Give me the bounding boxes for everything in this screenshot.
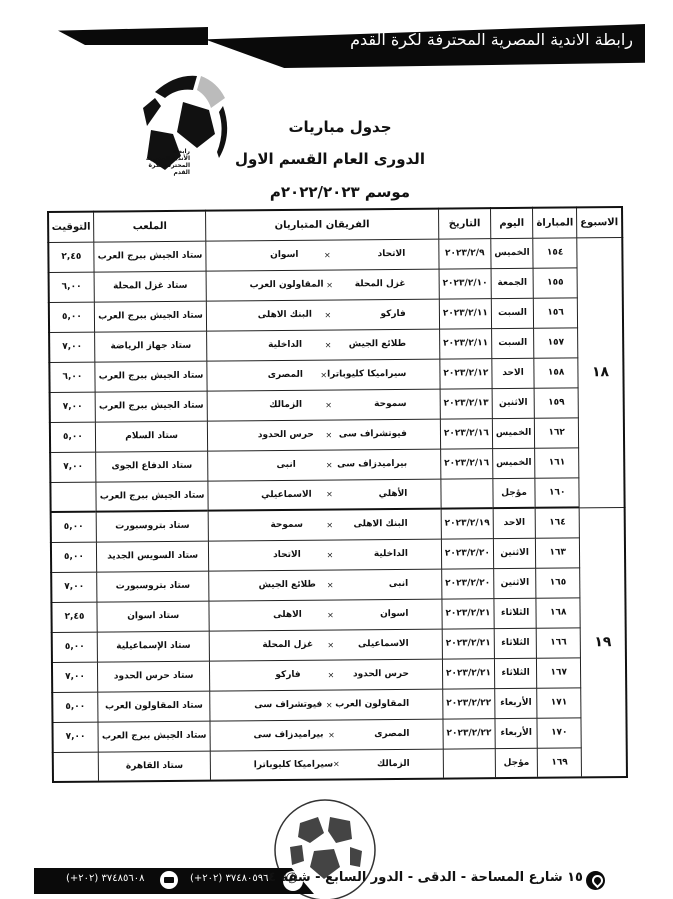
org-name: رابطة الاندية المصرية المحترفة لكرة القدم xyxy=(350,30,633,49)
home-team: بيراميدزاف سى xyxy=(337,458,408,470)
match-date: ٢٠٢٣/٢/٢٢ xyxy=(443,688,495,718)
home-team: الأهلي xyxy=(378,488,408,499)
match-venue: ستاد الجيش ببرج العرب xyxy=(95,301,207,332)
match-time xyxy=(50,482,97,512)
match-date: ٢٠٢٣/٢/٢١ xyxy=(442,628,494,658)
match-venue: ستاد القاهرة xyxy=(99,751,211,782)
match-number: ١٧٠ xyxy=(537,717,581,747)
versus-mark: × xyxy=(325,430,333,440)
schedule-table xyxy=(47,206,628,783)
away-team: انبى xyxy=(276,459,296,471)
match-venue: ستاد الجيش ببرج العرب xyxy=(98,721,210,752)
header-banner-accent xyxy=(58,27,208,45)
home-team: سموحة xyxy=(374,398,407,410)
home-team: سيراميكا كليوباترا xyxy=(327,368,407,380)
home-team: غزل المحلة xyxy=(354,278,406,290)
match-teams xyxy=(206,299,439,331)
match-number: ١٦٤ xyxy=(535,507,579,537)
match-day: الاثنين xyxy=(494,568,537,598)
match-time: ٦,٠٠ xyxy=(49,362,96,392)
match-teams xyxy=(210,749,443,781)
col-header-week: الاسبوع xyxy=(577,207,623,237)
match-time: ٥,٠٠ xyxy=(51,632,98,662)
match-venue: ستاد الدفاع الجوى xyxy=(96,451,208,482)
document-title: جدول مباريات xyxy=(288,118,392,136)
home-team: اسوان xyxy=(380,608,409,620)
match-time: ٧,٠٠ xyxy=(49,392,96,422)
away-team: الداخلية xyxy=(268,339,303,351)
match-time xyxy=(52,752,99,782)
match-venue: ستاد بتروسبورت xyxy=(96,511,208,542)
match-date: ٢٠٢٣/٢/١١ xyxy=(439,298,491,328)
away-team: البنك الاهلى xyxy=(257,309,312,321)
versus-mark: × xyxy=(326,580,334,590)
match-time: ٢,٤٥ xyxy=(51,602,98,632)
home-team: الداخلية xyxy=(373,548,408,560)
match-number: ١٦٣ xyxy=(536,537,580,567)
match-time: ٥,٠٠ xyxy=(48,302,95,332)
competition-title: الدورى العام القسم الاول xyxy=(235,150,425,168)
match-number: ١٦٧ xyxy=(537,657,581,687)
table-row xyxy=(52,747,627,782)
season-title: موسم ٢٠٢٢/٢٠٢٣م xyxy=(269,183,411,201)
versus-mark: × xyxy=(326,489,333,499)
match-number: ١٦٠ xyxy=(535,477,579,507)
col-header-time: التوقيت xyxy=(48,212,95,242)
match-teams xyxy=(207,389,440,421)
match-date xyxy=(441,478,493,508)
col-header-day: اليوم xyxy=(490,208,533,238)
match-venue: ستاد الجيش ببرج العرب xyxy=(94,241,206,272)
versus-mark: × xyxy=(325,700,333,710)
match-teams xyxy=(210,719,443,751)
match-teams xyxy=(206,329,439,361)
col-header-date: التاريخ xyxy=(438,208,490,238)
home-team: انبى xyxy=(388,578,409,590)
match-time: ٧,٠٠ xyxy=(51,572,98,602)
match-day: الاثنين xyxy=(492,388,535,418)
match-venue: ستاد اسوان xyxy=(97,601,209,632)
home-team: الاسماعيلى xyxy=(357,638,409,650)
versus-mark: × xyxy=(326,280,333,290)
location-pin-icon xyxy=(586,871,605,890)
match-day: الثلاثاء xyxy=(494,628,537,658)
match-teams xyxy=(206,269,439,301)
match-number: ١٦٥ xyxy=(536,567,580,597)
home-team: طلائع الجيش xyxy=(348,338,407,350)
week-number: ١٨ xyxy=(577,237,625,507)
match-venue: ستاد الجيش ببرج العرب xyxy=(95,391,207,422)
match-teams xyxy=(209,569,442,601)
versus-mark: × xyxy=(324,310,332,320)
logo-caption-line: رابطة xyxy=(172,148,190,155)
away-team: الاتحاد xyxy=(273,549,301,561)
away-team: فاركو xyxy=(275,669,301,681)
fax-number: (+٢٠٢) ٣٧٤٨٥٦٠٨ xyxy=(66,873,145,884)
schedule-table-wrapper xyxy=(51,206,628,783)
match-day: الجمعة xyxy=(491,268,534,298)
phone-number: (+٢٠٢) ٣٧٤٨٠٥٩٦ xyxy=(190,873,269,884)
versus-mark: × xyxy=(328,730,335,740)
away-team: المصرى xyxy=(267,369,304,381)
home-team: حرس الحدود xyxy=(352,668,409,680)
match-time: ٥,٠٠ xyxy=(49,422,96,452)
match-day: الثلاثاء xyxy=(494,598,537,628)
match-number: ١٥٦ xyxy=(534,297,578,327)
match-number: ١٦٨ xyxy=(536,597,580,627)
match-number: ١٥٧ xyxy=(534,327,578,357)
match-venue: ستاد الجيش ببرج العرب xyxy=(95,361,207,392)
match-day: الخميس xyxy=(492,418,535,448)
match-number: ١٦٩ xyxy=(538,747,582,777)
logo-caption-line: الأندية المصرية xyxy=(145,155,190,162)
versus-mark: × xyxy=(326,520,334,530)
match-time: ٧,٠٠ xyxy=(49,332,96,362)
match-day: الخميس xyxy=(491,238,534,268)
match-day: الخميس xyxy=(493,448,536,478)
match-teams xyxy=(209,659,442,691)
match-teams xyxy=(208,509,441,541)
away-team: بيراميدزاف سى xyxy=(253,729,324,741)
match-venue: ستاد بتروسبورت xyxy=(97,571,209,602)
away-team: طلائع الجيش xyxy=(258,579,316,591)
away-team: سيراميكا كليوباترا xyxy=(253,759,334,770)
match-number: ١٥٩ xyxy=(534,387,578,417)
match-date: ٢٠٢٣/٢/١٦ xyxy=(440,448,492,478)
match-time: ٧,٠٠ xyxy=(50,452,97,482)
versus-mark: × xyxy=(324,340,332,350)
match-time: ٧,٠٠ xyxy=(52,662,99,692)
match-time: ٦,٠٠ xyxy=(48,272,95,302)
versus-mark: × xyxy=(326,550,334,560)
versus-mark: × xyxy=(332,759,340,769)
match-day: السبت xyxy=(491,298,534,328)
match-teams xyxy=(207,359,440,391)
match-number: ١٧١ xyxy=(537,687,581,717)
away-team: المقاولون العرب xyxy=(249,279,324,291)
versus-mark: × xyxy=(323,250,331,260)
match-date: ٢٠٢٣/٢/١٣ xyxy=(440,388,492,418)
match-time: ٥,٠٠ xyxy=(50,512,97,542)
match-date xyxy=(443,748,495,778)
match-day: الاثنين xyxy=(493,538,536,568)
versus-mark: × xyxy=(327,670,335,680)
col-header-venue: الملعب xyxy=(94,211,206,242)
home-team: المصرى xyxy=(374,728,410,740)
match-teams xyxy=(208,449,441,481)
match-date: ٢٠٢٣/٢/١٦ xyxy=(440,418,492,448)
home-team: المقاولون العرب xyxy=(335,698,410,710)
match-day: الأربعاء xyxy=(495,688,538,718)
match-venue: ستاد غزل المحلة xyxy=(94,271,206,302)
col-header-teams: الفريقان المتباريان xyxy=(205,209,438,241)
match-venue: ستاد الإسماعيلية xyxy=(98,631,210,662)
match-number: ١٥٥ xyxy=(533,267,577,297)
match-teams xyxy=(207,419,440,451)
match-day: الأربعاء xyxy=(495,718,538,748)
match-date: ٢٠٢٣/٢/٢٠ xyxy=(442,568,494,598)
match-time: ٧,٠٠ xyxy=(52,722,99,752)
away-team: الزمالك xyxy=(269,399,303,411)
away-team: حرس الحدود xyxy=(257,429,314,441)
week-number: ١٩ xyxy=(579,507,627,777)
versus-mark: × xyxy=(320,370,328,380)
match-date: ٢٠٢٣/٢/٢١ xyxy=(442,658,494,688)
home-team: الاتحاد xyxy=(377,248,406,260)
match-day: الثلاثاء xyxy=(494,658,537,688)
match-time: ٥,٠٠ xyxy=(52,692,99,722)
match-number: ١٥٤ xyxy=(533,237,577,267)
away-team: اسوان xyxy=(270,249,299,261)
home-team: الزمالك xyxy=(376,758,410,769)
away-team: فيوتشراف سى xyxy=(254,699,323,711)
match-venue: ستاد الجيش ببرج العرب xyxy=(96,481,208,512)
versus-mark: × xyxy=(325,400,333,410)
match-venue: ستاد جهاز الرياضة xyxy=(95,331,207,362)
match-teams xyxy=(208,479,441,511)
match-date: ٢٠٢٣/٢/١٢ xyxy=(440,358,492,388)
match-venue: ستاد السلام xyxy=(96,421,208,452)
match-date: ٢٠٢٣/٢/١١ xyxy=(439,328,491,358)
match-teams xyxy=(210,689,443,721)
versus-mark: × xyxy=(327,610,334,620)
match-day: مؤجل xyxy=(493,478,536,508)
address-text: ١٥ شارع المساحة - الدقى - الدور السابع - شقة ٤ xyxy=(268,870,583,885)
match-number: ١٦١ xyxy=(535,447,579,477)
logo-caption-line: المحترفة لكرة القدم xyxy=(148,162,190,176)
away-team: الاهلى xyxy=(273,609,302,621)
match-time: ٥,٠٠ xyxy=(50,542,97,572)
logo-caption xyxy=(130,148,190,176)
match-teams xyxy=(209,599,442,631)
home-team: البنك الاهلى xyxy=(353,519,408,530)
away-team: الاسماعيلي xyxy=(261,489,312,500)
match-date: ٢٠٢٣/٢/٩ xyxy=(439,238,491,268)
match-date: ٢٠٢٣/٢/٢٢ xyxy=(443,718,495,748)
match-date: ٢٠٢٣/٢/١٩ xyxy=(441,508,493,538)
match-venue: ستاد السويس الجديد xyxy=(97,541,209,572)
fax-icon xyxy=(160,871,178,889)
home-team: فاركو xyxy=(380,308,406,320)
match-day: الاحد xyxy=(493,508,536,538)
match-date: ٢٠٢٣/٢/٢٠ xyxy=(441,538,493,568)
match-day: مؤجل xyxy=(495,748,538,778)
match-teams xyxy=(208,539,441,571)
away-team: غزل المحلة xyxy=(262,639,314,651)
away-team: سموحة xyxy=(270,520,303,531)
match-day: الاحد xyxy=(492,358,535,388)
versus-mark: × xyxy=(327,640,335,650)
match-date: ٢٠٢٣/٢/٢١ xyxy=(442,598,494,628)
match-date: ٢٠٢٣/٢/١٠ xyxy=(439,268,491,298)
match-day: السبت xyxy=(491,328,534,358)
match-teams xyxy=(209,629,442,661)
match-venue: ستاد المقاولون العرب xyxy=(98,691,210,722)
match-time: ٢,٤٥ xyxy=(48,242,95,272)
match-teams xyxy=(206,239,439,271)
match-number: ١٥٨ xyxy=(534,357,578,387)
schedule-body xyxy=(48,237,627,782)
match-number: ١٦٦ xyxy=(536,627,580,657)
home-team: فيوتشراف سى xyxy=(338,428,407,440)
versus-mark: × xyxy=(325,460,333,470)
match-venue: ستاد حرس الحدود xyxy=(98,661,210,692)
col-header-match-no: المباراة xyxy=(533,207,577,237)
match-number: ١٦٢ xyxy=(535,417,579,447)
